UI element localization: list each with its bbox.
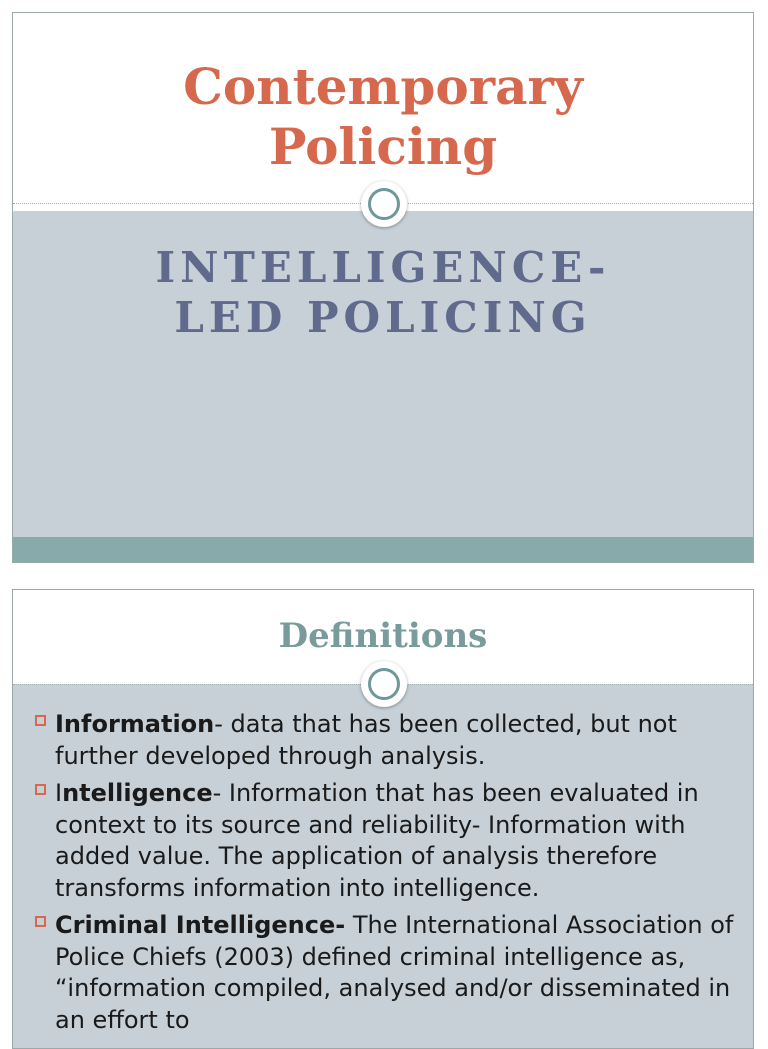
ring-ornament-icon <box>361 181 407 227</box>
definition-term: Information <box>55 710 215 738</box>
definitions-slide <box>12 589 754 1049</box>
square-bullet-icon <box>35 916 46 927</box>
slide-subtitle <box>13 243 753 343</box>
definition-list <box>33 709 738 1042</box>
square-bullet-icon <box>35 715 46 726</box>
definition-text: - Information that has been evaluated in context to its source and reliability- Information with added value. The application of analysis therefore transforms information into intelligence. <box>55 779 699 902</box>
list-item <box>33 910 738 1036</box>
definition-text: The International Association of Police Chiefs (2003) defined criminal intelligence as, “information compiled, analysed and/or disseminated in an effort to <box>55 911 734 1034</box>
slide-title-line-1: Contemporary <box>183 57 583 116</box>
slide-title-line-2: Policing <box>268 117 498 176</box>
square-bullet-icon <box>35 784 46 795</box>
definition-term-prefix: I <box>55 779 63 807</box>
title-area <box>13 13 753 204</box>
ring-ornament-icon <box>361 661 407 707</box>
slide-subtitle-line-2: LED POLICING <box>174 293 592 342</box>
definitions-title: Definitions <box>278 616 488 656</box>
definition-term: Criminal Intelligence- <box>55 911 346 939</box>
definition-term: ntelligence <box>62 779 213 807</box>
slide-title <box>13 57 753 177</box>
subtitle-area <box>13 211 753 537</box>
footer-bar <box>13 537 753 563</box>
list-item <box>33 778 738 904</box>
definition-text: - data that has been collected, but not further developed through analysis. <box>55 710 677 770</box>
title-slide <box>12 12 754 563</box>
list-item <box>33 709 738 772</box>
slide-subtitle-line-1: INTELLIGENCE- <box>155 243 611 292</box>
